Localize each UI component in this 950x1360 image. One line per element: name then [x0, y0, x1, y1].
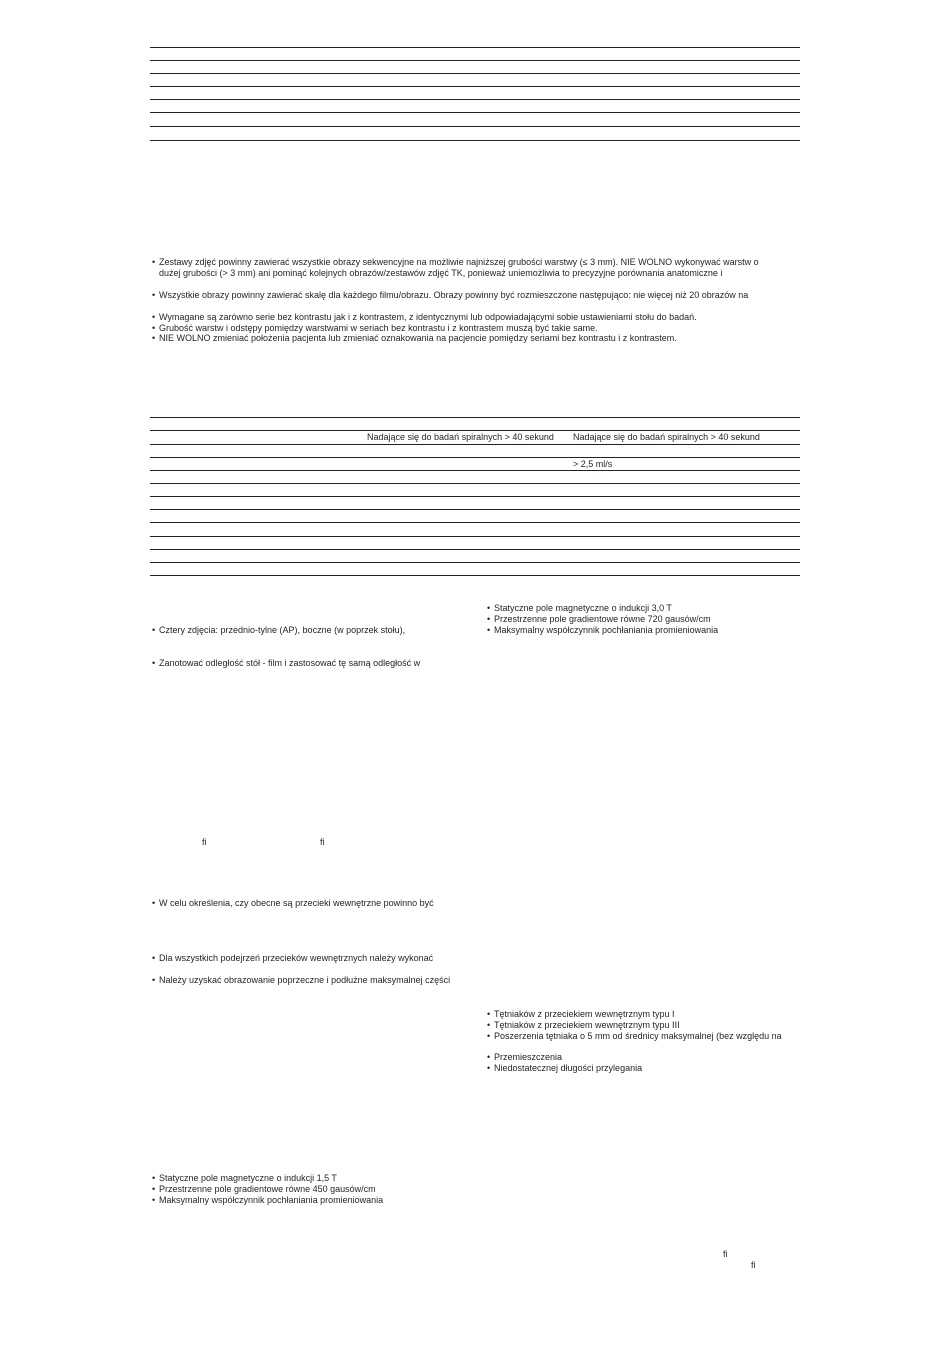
list-item-text: Niedostatecznej długości przylegania [494, 1063, 643, 1073]
bullet-icon: • [152, 257, 156, 267]
bullet-icon: • [152, 975, 156, 985]
table2-rule [150, 470, 800, 471]
list-item-text: Dla wszystkich podejrzeń przecieków wewnętrznych należy wykonać [159, 953, 434, 963]
table2-rule [150, 417, 800, 418]
list-item [487, 1031, 782, 1042]
list-item-text: Grubość warstw i odstępy pomiędzy warstwami w seriach bez kontrastu i z kontrastem muszą być takie same. [159, 323, 598, 333]
list-item-text: Maksymalny współczynnik pochłaniania promieniowania [494, 625, 719, 635]
bullet-icon: • [152, 1184, 156, 1194]
list-item-text: NIE WOLNO zmieniać położenia pacjenta lub zmieniać oznakowania na pacjencie pomiędzy seriami bez kontrastu i z kontrastem. [159, 333, 677, 343]
bullet-icon: • [487, 614, 491, 624]
table2-rule [150, 496, 800, 497]
list-item [487, 1063, 642, 1074]
list-item [487, 614, 711, 625]
table2-cell: Nadające się do badań spiralnych > 40 sekund [573, 432, 760, 442]
table2-rule [150, 575, 800, 576]
bullet-icon: • [152, 658, 156, 668]
bullet-icon: • [152, 953, 156, 963]
ligature-glyph: ﬁ [723, 1249, 728, 1259]
table1-rule [150, 140, 800, 141]
list-item [152, 1195, 383, 1206]
list-item-text: Poszerzenia tętniaka o 5 mm od średnicy maksymalnej (bez względu na [494, 1031, 782, 1041]
bullet-icon: • [152, 1195, 156, 1205]
table1-rule [150, 86, 800, 87]
list-item [152, 257, 802, 279]
list-item-text: dużej grubości (> 3 mm) ani pominąć kolejnych obrazów/zestawów zdjęć TK, ponieważ uniemożliwia to precyzyjne porównania anatomiczne i [159, 268, 723, 278]
table1-rule [150, 112, 800, 113]
ligature-glyph: ﬁ [751, 1260, 756, 1270]
list-item [487, 1009, 675, 1020]
ligature-glyph: ﬁ [320, 837, 325, 847]
bullet-icon: • [152, 625, 156, 635]
list-item-text: Tętniaków z przeciekiem wewnętrznym typu III [494, 1020, 680, 1030]
list-item-text: Zanotować odległość stół - film i zastosować tę samą odległość w [159, 658, 421, 668]
bullet-icon: • [152, 323, 156, 333]
list-item-text: Cztery zdjęcia: przednio-tylne (AP), boczne (w poprzek stołu), [159, 625, 406, 635]
table2-rule [150, 483, 800, 484]
list-item [152, 333, 677, 344]
table2-rule [150, 444, 800, 445]
list-item [152, 312, 697, 323]
bullet-icon: • [487, 1020, 491, 1030]
bullet-icon: • [487, 603, 491, 613]
list-item-text: Statyczne pole magnetyczne o indukcji 1,5 T [159, 1173, 337, 1183]
table2-cell: Nadające się do badań spiralnych > 40 sekund [367, 432, 554, 442]
list-item [487, 603, 672, 614]
table2-rule [150, 549, 800, 550]
list-item-text: Należy uzyskać obrazowanie poprzeczne i podłużne maksymalnej części [159, 975, 451, 985]
list-item-text: Statyczne pole magnetyczne o indukcji 3,0 T [494, 603, 672, 613]
bullet-icon: • [152, 290, 156, 300]
list-item [152, 953, 433, 964]
bullet-icon: • [152, 333, 156, 343]
ligature-glyph: ﬁ [202, 837, 207, 847]
list-item [152, 898, 434, 909]
list-item-text: Wszystkie obrazy powinny zawierać skalę dla każdego filmu/obrazu. Obrazy powinny być rozmieszczone następująco: nie więcej niż 20 obrazów na [159, 290, 749, 300]
bullet-icon: • [487, 1052, 491, 1062]
table2-rule [150, 430, 800, 431]
list-item-text: Przestrzenne pole gradientowe równe 720 gausów/cm [494, 614, 711, 624]
bullet-icon: • [487, 1009, 491, 1019]
list-item-text: Wymagane są zarówno serie bez kontrastu jak i z kontrastem, z identycznymi lub odpowiadającymi sobie ustawieniami stołu do badań. [159, 312, 697, 322]
table1-rule [150, 99, 800, 100]
table2-rule [150, 522, 800, 523]
list-item [487, 1052, 562, 1063]
list-item-text: Przestrzenne pole gradientowe równe 450 gausów/cm [159, 1184, 376, 1194]
table2-cell: > 2,5 ml/s [573, 459, 613, 469]
list-item [152, 290, 748, 301]
bullet-icon: • [152, 312, 156, 322]
list-item [152, 1184, 376, 1195]
bullet-icon: • [152, 1173, 156, 1183]
list-item [152, 625, 405, 636]
table2-rule [150, 457, 800, 458]
table2-rule [150, 562, 800, 563]
bullet-icon: • [152, 898, 156, 908]
bullet-icon: • [487, 1063, 491, 1073]
list-item-text: Maksymalny współczynnik pochłaniania promieniowania [159, 1195, 384, 1205]
table2-rule [150, 509, 800, 510]
table1-rule [150, 47, 800, 48]
table1-rule [150, 126, 800, 127]
bullet-icon: • [487, 625, 491, 635]
list-item [152, 658, 420, 669]
bullet-icon: • [487, 1031, 491, 1041]
list-item-text: Tętniaków z przeciekiem wewnętrznym typu I [494, 1009, 675, 1019]
list-item [152, 1173, 337, 1184]
list-item-text: W celu określenia, czy obecne są przecieki wewnętrzne powinno być [159, 898, 434, 908]
list-item [487, 625, 718, 636]
list-item [487, 1020, 680, 1031]
list-item-text: Zestawy zdjęć powinny zawierać wszystkie obrazy sekwencyjne na możliwie najniższej grubości warstwy (≤ 3 mm). NIE WOLNO wykonywać warstw o [159, 257, 759, 267]
table2-rule [150, 536, 800, 537]
table1-rule [150, 73, 800, 74]
table1-rule [150, 60, 800, 61]
list-item [152, 975, 450, 986]
list-item-text: Przemieszczenia [494, 1052, 563, 1062]
